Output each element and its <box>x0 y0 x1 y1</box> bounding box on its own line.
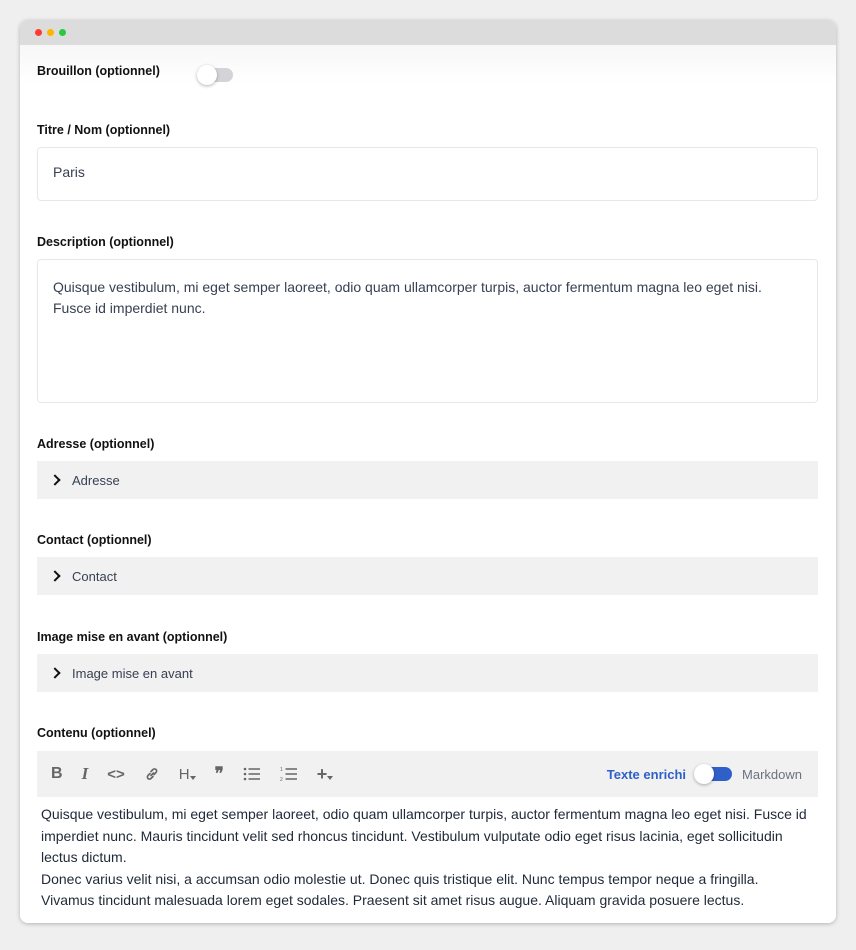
description-label: Description (optionnel) <box>37 235 174 249</box>
editor-paragraph: Donec varius velit nisi, a accumsan odio molestie ut. Donec quis tristique elit. Nunc tempus tempor neque a fringilla. <box>41 870 759 887</box>
editor-content[interactable] <box>37 797 818 923</box>
markdown-mode-label[interactable]: Markdown <box>742 766 802 782</box>
italic-button[interactable]: I <box>81 764 89 783</box>
contact-collapsible[interactable] <box>37 557 818 595</box>
address-collapsible[interactable] <box>37 461 818 499</box>
quote-button[interactable]: ❞ <box>214 764 224 783</box>
maximize-window-button[interactable] <box>59 29 66 36</box>
form <box>20 45 836 923</box>
caret-down-icon <box>327 775 333 781</box>
title-input[interactable]: Paris <box>37 147 818 201</box>
minimize-window-button[interactable] <box>47 29 54 36</box>
ordered-list-button[interactable] <box>280 764 298 784</box>
chevron-right-icon <box>49 570 60 581</box>
bold-button[interactable]: B <box>51 765 63 782</box>
bullet-list-icon <box>243 766 261 782</box>
toggle-knob <box>694 764 714 784</box>
draft-label: Brouillon (optionnel) <box>37 64 160 78</box>
toggle-knob <box>197 65 217 85</box>
editor-paragraph: Quisque vestibulum, mi eget semper laoreet, odio quam ullamcorper turpis, auctor fermentum magna leo eget nisi. Fusce id imperdiet nunc. Mauris tincidunt velit sed rhoncus tincidunt. Vestibulum vulputate odio eget risus lacinia, eget sollicitudin lectus dictum. <box>41 806 807 865</box>
contact-collapsible-label: Contact <box>72 568 117 584</box>
heading-label: H <box>178 765 190 783</box>
editor-paragraph: Vivamus tincidunt malesuada lorem eget sodales. Praesent sit amet risus augue. Aliquam gravida posuere lectus. <box>41 892 745 908</box>
editor-mode-toggle[interactable] <box>698 767 732 781</box>
insert-button[interactable] <box>317 764 334 784</box>
link-icon <box>144 766 160 782</box>
title-label: Titre / Nom (optionnel) <box>37 123 171 137</box>
close-window-button[interactable] <box>35 29 42 36</box>
svg-text:2: 2 <box>279 777 283 782</box>
heading-button[interactable] <box>179 764 196 784</box>
bullet-list-button[interactable] <box>243 764 261 784</box>
editor-mode-switch <box>607 767 802 782</box>
rich-text-mode-label[interactable]: Texte enrichi <box>606 766 687 782</box>
draft-toggle[interactable] <box>199 68 233 82</box>
chevron-right-icon <box>49 474 60 485</box>
featured-image-collapsible[interactable] <box>37 654 818 692</box>
editor-toolbar <box>37 751 818 797</box>
svg-text:1: 1 <box>279 767 283 773</box>
description-textarea[interactable]: Quisque vestibulum, mi eget semper laoreet, odio quam ullamcorper turpis, auctor fermentum magna leo eget nisi. Fusce id imperdiet nunc. <box>37 259 818 403</box>
app-window <box>20 20 836 923</box>
contact-label: Contact (optionnel) <box>37 533 152 547</box>
address-collapsible-label: Adresse <box>72 472 120 488</box>
link-button[interactable] <box>144 764 160 784</box>
code-button[interactable]: <> <box>107 765 125 783</box>
ordered-list-icon <box>280 766 298 782</box>
featured-image-collapsible-label: Image mise en avant <box>72 665 193 681</box>
featured-image-label: Image mise en avant (optionnel) <box>37 630 228 644</box>
caret-down-icon <box>190 775 196 781</box>
content-label: Contenu (optionnel) <box>37 726 156 740</box>
address-label: Adresse (optionnel) <box>37 437 155 451</box>
insert-label: + <box>316 763 328 784</box>
chevron-right-icon <box>49 667 60 678</box>
window-titlebar <box>20 20 836 45</box>
